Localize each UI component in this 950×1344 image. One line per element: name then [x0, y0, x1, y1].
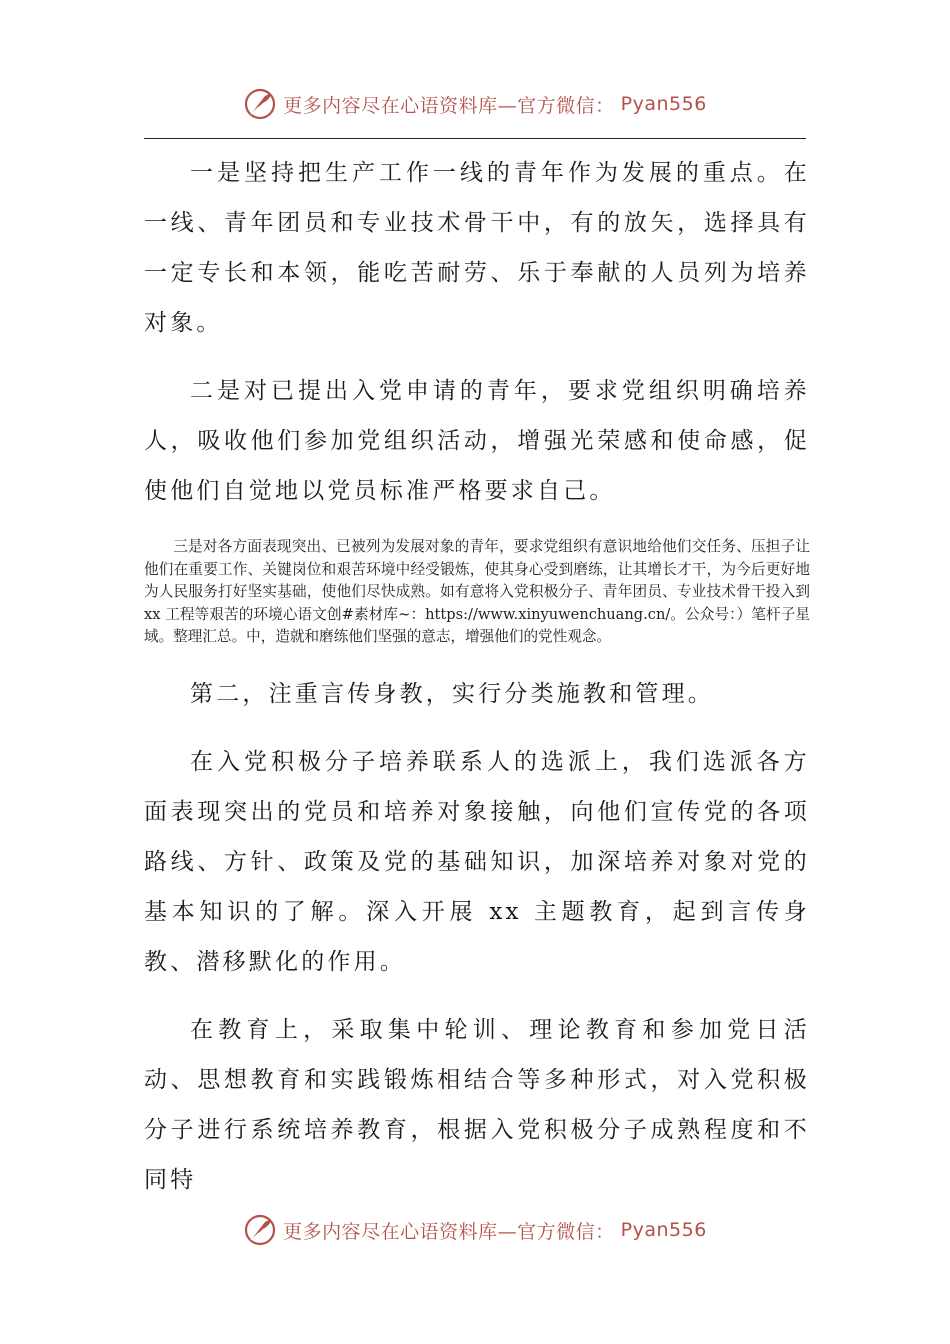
- page-footer: [0, 1210, 950, 1250]
- header-banner-text: 更多内容尽在心语资料库—官方微信：: [283, 94, 615, 117]
- paragraph-2: 二是对已提出入党申请的青年，要求党组织明确培养人，吸收他们参加党组织活动，增强光荣感和使命感，促使他们自觉地以党员标准严格要求自己。: [144, 378, 810, 504]
- header-wechat-handle: Pyan556: [620, 93, 707, 115]
- paragraph-6: 在教育上，采取集中轮训、理论教育和参加党日活动、思想教育和实践锻炼相结合等多种形式，对入党积极分子进行系统培养教育，根据入党积极分子成熟程度和不同特: [144, 1016, 810, 1193]
- document-body: [144, 148, 810, 1205]
- page-header: [0, 84, 950, 124]
- paragraph-5: 在入党积极分子培养联系人的选派上，我们选派各方面表现突出的党员和培养对象接触，向他们宣传党的各项路线、方针、政策及党的基础知识，加深培养对象对党的基本知识的了解。深入开展 xx 主题教育，起到言传身教、潜移默化的作用。: [144, 748, 810, 975]
- section-heading: 第二，注重言传身教，实行分类施教和管理。: [190, 680, 714, 707]
- quill-logo-icon: [243, 1213, 277, 1247]
- quill-logo-icon: [243, 87, 277, 121]
- footer-wechat-handle: Pyan556: [620, 1219, 707, 1241]
- footer-banner-text: 更多内容尽在心语资料库—官方微信：: [283, 1220, 615, 1243]
- header-divider: [144, 138, 806, 139]
- paragraph-3: 三是对各方面表现突出、已被列为发展对象的青年，要求党组织有意识地给他们交任务、压担子让他们在重要工作、关键岗位和艰苦环境中经受锻炼，使其身心受到磨练，让其增长才干，为今后更好地为人民服务打好坚实基础，使他们尽快成熟。如有意将入党积极分子、青年团员、专业技术骨干投入到 xx 工程等艰苦的环境心语文创#素材库~：https://www.xinyuwenchuang.cn/。公众号：）笔杆子星域。整理汇总。中，造就和磨练他们坚强的意志，增强他们的党性观念。: [144, 538, 810, 645]
- paragraph-1: 一是坚持把生产工作一线的青年作为发展的重点。在一线、青年团员和专业技术骨干中，有的放矢，选择具有一定专长和本领，能吃苦耐劳、乐于奉献的人员列为培养对象。: [144, 160, 810, 336]
